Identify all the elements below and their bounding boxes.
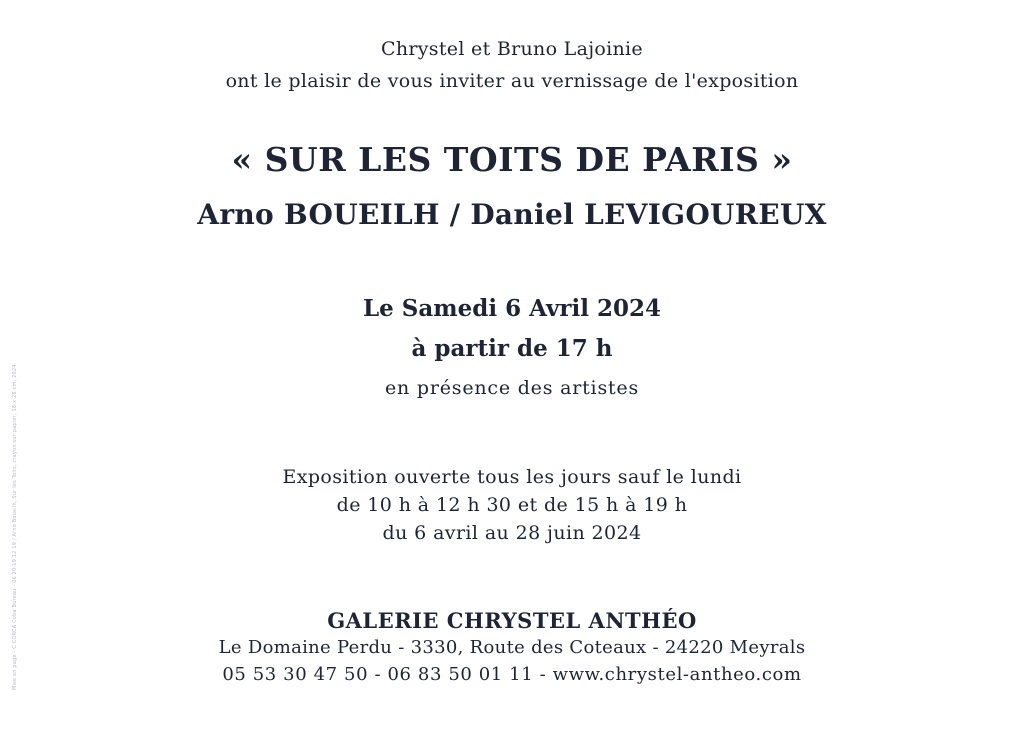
opening-hours: de 10 h à 12 h 30 et de 15 h à 19 h [336,494,688,516]
opening-period: du 6 avril au 28 juin 2024 [382,522,642,544]
gallery-address: Le Domaine Perdu - 3330, Route des Coteaux - 24220 Meyrals [218,637,806,658]
artists-line: Arno BOUEILH / Daniel LEVIGOUREUX [197,198,827,231]
hosts-line: Chrystel et Bruno Lajoinie [381,38,643,60]
gallery-name: GALERIE CHRYSTEL ANTHÉO [327,608,697,633]
opening-days: Exposition ouverte tous les jours sauf le lundi [282,466,742,488]
invite-line: ont le plaisir de vous inviter au vernissage de l'exposition [225,70,799,92]
gallery-contact: 05 53 30 47 50 - 06 83 50 01 11 - www.chrystel-antheo.com [222,664,802,685]
print-credit: Mise en page - C CORCA Coba Bureau - 06 20 19 12 19 / Arno Boueilh, Sur les Toits, crayon sur papier, 18 x 28 cm, 2024 [12,364,18,690]
vernissage-time: à partir de 17 h [411,335,613,362]
vernissage-date: Le Samedi 6 Avril 2024 [362,295,662,322]
exhibition-title: « SUR LES TOITS DE PARIS » [231,140,793,179]
presence-line: en présence des artistes [384,377,640,399]
